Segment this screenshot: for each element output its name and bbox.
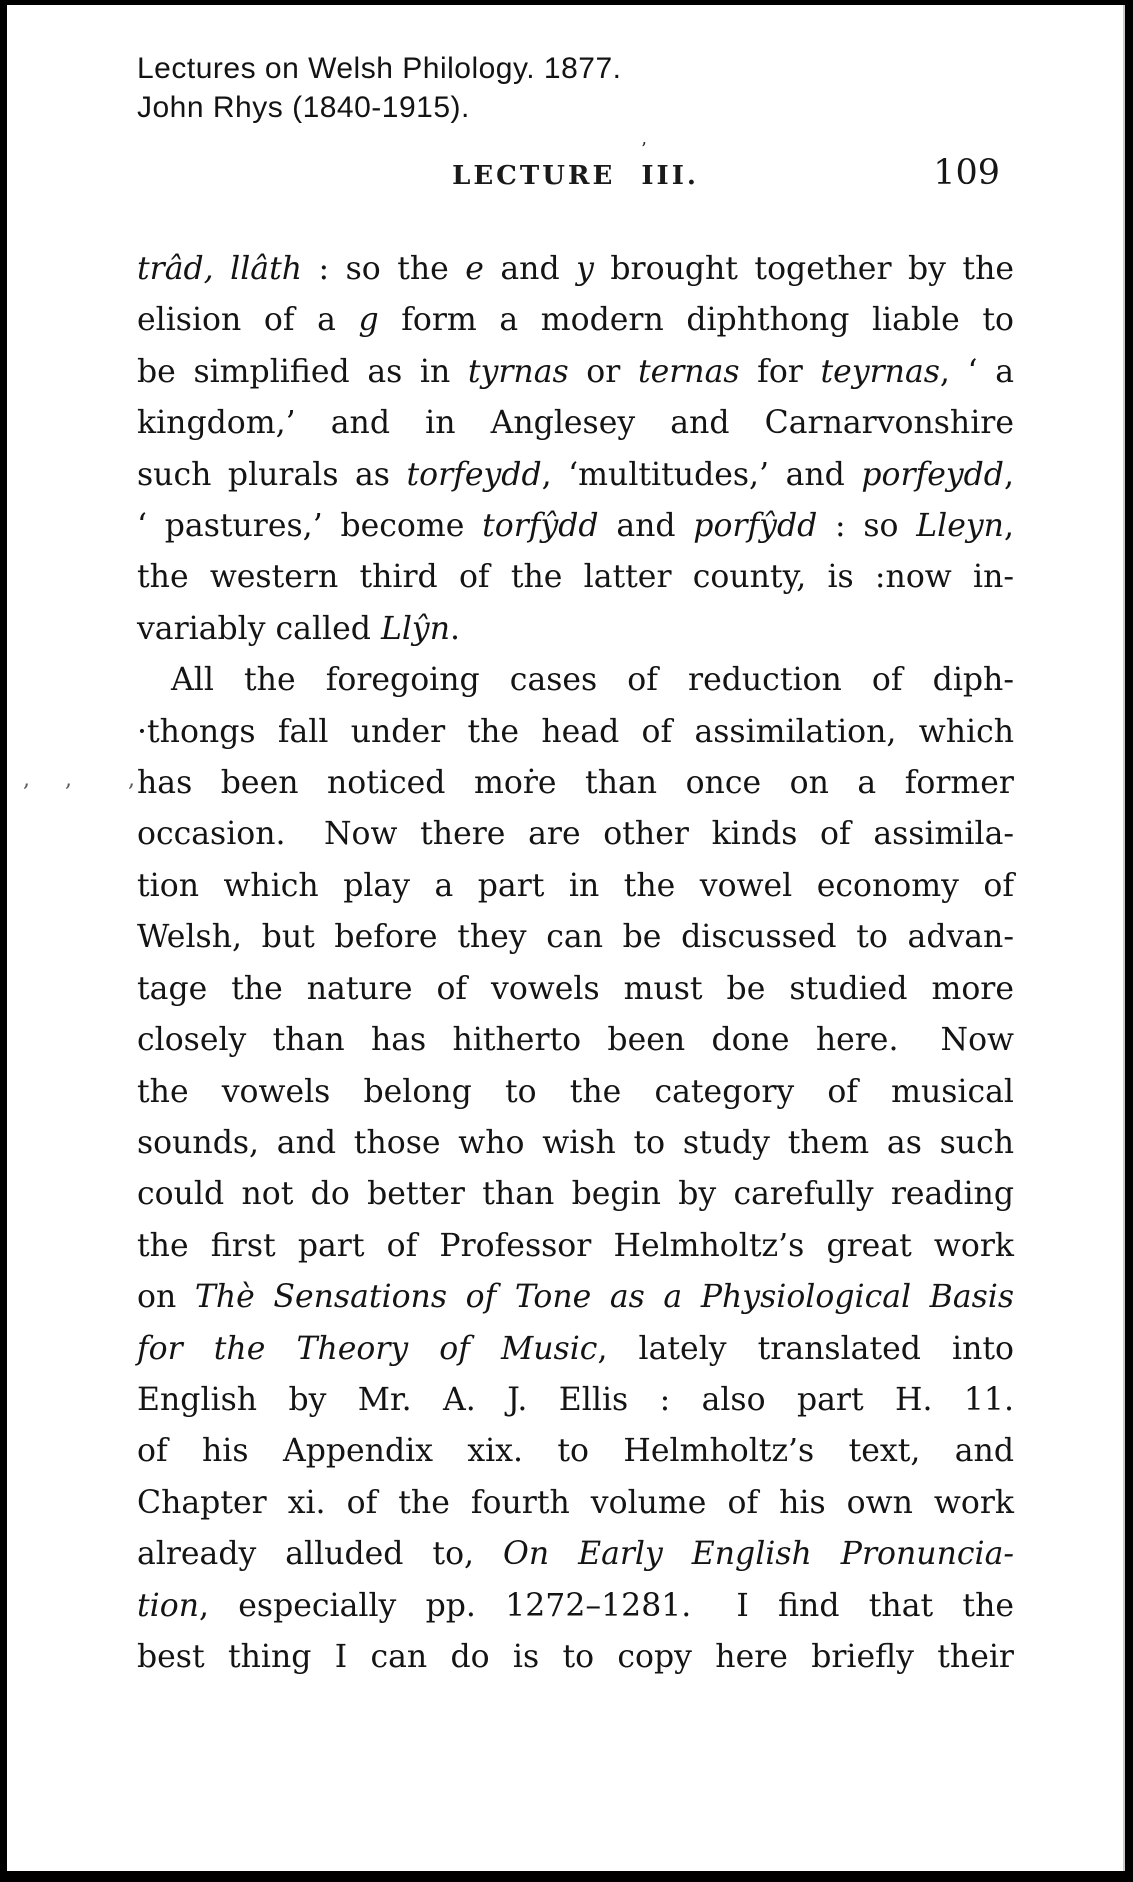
italic-text-segment: porfeydd [861, 456, 1004, 493]
italic-text-segment: teyrnas [820, 353, 940, 390]
body-line [137, 1426, 1014, 1477]
text-segment: ·thongs fall under the head of assimilation, which [137, 713, 1014, 750]
text-segment: kingdom,’ and in Anglesey and Carnarvonshire [137, 405, 1014, 442]
body-line [137, 655, 1014, 706]
text-segment: for [739, 353, 821, 390]
text-segment: best thing I can do is to copy here briefly their [137, 1638, 1014, 1675]
text-segment: , lately translated into [597, 1330, 1014, 1367]
body-line [137, 398, 1014, 449]
italic-text-segment: porfŷdd [693, 508, 818, 545]
text-segment: , [1003, 456, 1014, 493]
text-segment: , [1003, 508, 1014, 545]
text-segment: : so [817, 508, 917, 545]
scan-annotation-header [137, 49, 837, 127]
text-segment: the western third of the latter county, is :now in- [137, 559, 1014, 596]
text-segment: English by Mr. A. J. Ellis : also part H. 11. [137, 1381, 1014, 1418]
page-number: 109 [933, 153, 1000, 193]
italic-text-segment: tyrnas [467, 353, 569, 390]
text-segment: Welsh, but before they can be discussed to advan- [137, 919, 1014, 956]
italic-text-segment: On Early English Pronuncia- [503, 1536, 1014, 1573]
text-segment: could not do better than begin by carefully reading [137, 1176, 1014, 1213]
body-line [137, 501, 1014, 552]
text-segment: ‘ pastures,’ become [137, 508, 483, 545]
body-line [137, 450, 1014, 501]
italic-text-segment: trâd, llâth [137, 251, 303, 287]
text-segment: Chapter xi. of the fourth volume of his own work [137, 1484, 1014, 1521]
body-line [137, 1478, 1014, 1529]
text-segment: and [598, 508, 694, 545]
text-segment: brought together by the [593, 251, 1015, 287]
text-segment: tage the nature of vowels must be studied more [137, 970, 1014, 1007]
italic-text-segment: torfŷdd [482, 508, 599, 545]
italic-text-segment: y [576, 251, 594, 287]
body-line [137, 1272, 1014, 1323]
italic-text-segment: g [358, 302, 379, 339]
body-line [137, 809, 1014, 860]
body-line [137, 1221, 1014, 1272]
italic-text-segment: tion [137, 1587, 199, 1624]
text-segment: form a modern diphthong liable to [378, 302, 1014, 339]
text-segment: , ‘multitudes,’ and [541, 456, 862, 493]
italic-text-segment: for the Theory of Music [137, 1330, 598, 1367]
text-segment: the vowels belong to the category of musical [137, 1073, 1014, 1110]
italic-text-segment: e [465, 251, 484, 287]
text-segment: variably called [137, 610, 381, 647]
text-segment: . [450, 610, 461, 647]
italic-text-segment: ternas [637, 353, 740, 390]
text-segment: on [137, 1279, 195, 1316]
body-line [137, 552, 1014, 603]
body-line [137, 964, 1014, 1015]
text-segment: All the foregoing cases of reduction of diph- [171, 662, 1014, 699]
text-segment: occasion. Now there are other kinds of assimila- [137, 816, 1014, 853]
margin-speck-artifacts: , , ,, [23, 767, 170, 792]
book-title-line: Lectures on Welsh Philology. 1877. [137, 52, 622, 85]
body-text [137, 244, 1014, 1683]
heading-speck-artifact: ’ [641, 139, 647, 160]
text-segment: , ‘ a [939, 353, 1014, 390]
text-segment: tion which play a part in the vowel economy of [137, 867, 1014, 904]
text-segment: the first part of Professor Helmholtz’s great work [137, 1227, 1014, 1264]
text-segment: be simplified as in [137, 353, 468, 390]
body-line [137, 1581, 1014, 1632]
text-segment: already alluded to, [137, 1536, 504, 1573]
body-line [137, 1118, 1014, 1169]
lecture-heading: LECTURE III. [452, 161, 699, 191]
text-segment: of his Appendix xix. to Helmholtz’s text, and [137, 1433, 1014, 1470]
author-line: John Rhys (1840-1915). [137, 91, 470, 124]
text-segment: sounds, and those who wish to study them as such [137, 1124, 1014, 1161]
body-line [137, 244, 1014, 295]
body-line [137, 1324, 1014, 1375]
body-line [137, 1375, 1014, 1426]
body-line [137, 295, 1014, 346]
italic-text-segment: Lleyn [916, 508, 1004, 545]
text-segment: and [483, 251, 577, 287]
italic-text-segment: Llŷn [380, 610, 451, 647]
body-line [137, 1169, 1014, 1220]
text-segment: , especially pp. 1272–1281. I find that the [199, 1587, 1014, 1624]
body-line [137, 758, 1014, 809]
text-segment: closely than has hitherto been done here. Now [137, 1022, 1014, 1059]
body-line [137, 347, 1014, 398]
text-segment: or [568, 353, 638, 390]
body-line [137, 912, 1014, 963]
italic-text-segment: Thè Sensations of Tone as a Physiological Basis [194, 1279, 1015, 1316]
body-line [137, 604, 1014, 655]
body-line [137, 1529, 1014, 1580]
italic-text-segment: torfeydd [406, 456, 542, 493]
body-line [137, 1015, 1014, 1066]
text-segment: elision of a [137, 302, 359, 339]
body-line [137, 861, 1014, 912]
body-line [137, 707, 1014, 758]
text-segment: : so the [302, 251, 466, 287]
body-line [137, 1067, 1014, 1118]
text-segment: has been noticed moṙe than once on a former [137, 765, 1014, 802]
text-segment: such plurals as [137, 456, 407, 493]
book-page [7, 5, 1125, 1871]
body-line [137, 1632, 1014, 1683]
running-head-row [137, 139, 1014, 201]
